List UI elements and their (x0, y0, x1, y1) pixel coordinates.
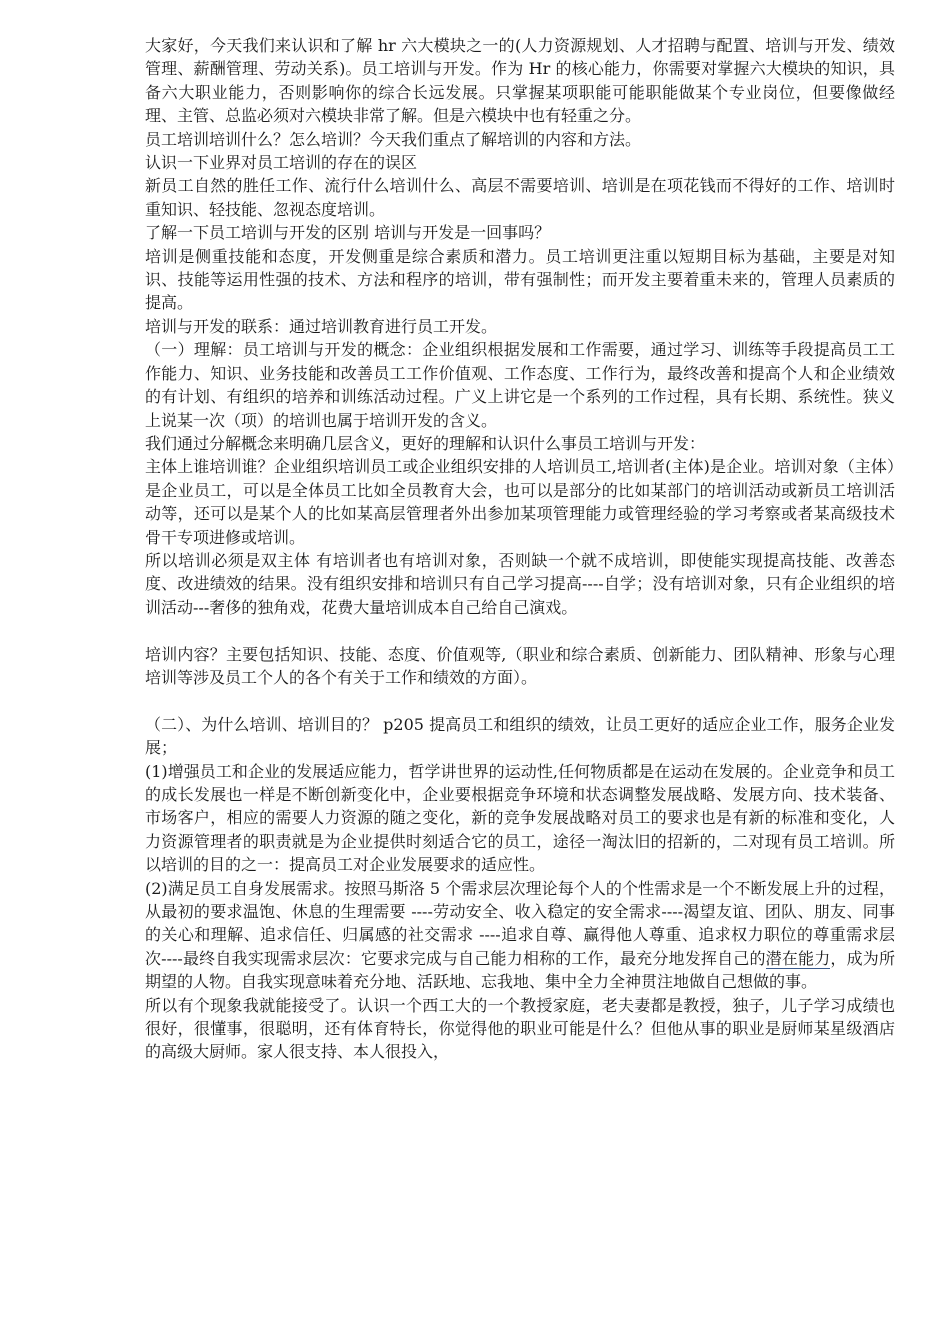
paragraph-question: 员工培训培训什么？怎么培训？今天我们重点了解培训的内容和方法。 (145, 129, 642, 149)
paragraph-misconception-heading: 认识一下业界对员工培训的存在的误区 (145, 153, 418, 173)
paragraph-relation: 培训与开发的联系：通过培训教育进行员工开发。 (145, 316, 498, 336)
paragraph-purpose-heading: （二）、为什么培训、培训目的？ p205 提高员工和组织的绩效，让员工更好的适应企业工作，服务企业发展； (145, 714, 895, 758)
paragraph-content: 培训内容？主要包括知识、技能、态度、价值观等,（职业和综合素质、创新能力、团队精神、形象与心理培训等涉及员工个人的各个有关于工作和绩效的方面）。 (145, 644, 895, 687)
paragraph-purpose-2 (145, 877, 895, 994)
potential-ability-link[interactable]: 潜在能力 (765, 948, 831, 968)
purpose-2-after: ，成为所期望的人物。自我实现意味着充分地、活跃地、忘我地、集中全力全神贯注地做自己想做的事。 (145, 948, 895, 992)
paragraph-difference-heading: 了解一下员工培训与开发的区别 培训与开发是一回事吗？ (145, 223, 551, 243)
paragraph-dual-subject: 所以培训必须是双主体 有培训者也有培训对象，否则缺一个就不成培训，即使能实现提高技能、改善态度、改进绩效的结果。没有组织安排和培训只有自己学习提高----自学；没有培训对象，只有企业组织的培训活动---奢侈的独角戏，花费大量培训成本自己给自己演戏。 (145, 550, 895, 617)
document-page (145, 34, 895, 1064)
paragraph-difference: 培训是侧重技能和态度，开发侧重是综合素质和潜力。员工培训更注重以短期目标为基础，主要是对知识、技能等运用性强的技术、方法和程序的培训，带有强制性；而开发主要着重未来的，管理人员素质的提高。 (145, 246, 895, 313)
paragraph-subject: 主体上谁培训谁？企业组织培训员工或企业组织安排的人培训员工,培训者(主体)是企业。培训对象（主体）是企业员工，可以是全体员工比如全员教育大会，也可以是部分的比如某部门的培训活动或新员工培训活动等，还可以是某个人的比如某高层管理者外出参加某项管理能力或管理经验的学习考察或者某高级技术骨干专项进修或培训。 (145, 457, 895, 547)
paragraph-intro: 大家好，今天我们来认识和了解 hr 六大模块之一的(人力资源规划、人才招聘与配置、培训与开发、绩效管理、薪酬管理、劳动关系)。员工培训与开发。作为 Hr 的核心能力，你需要对掌握六大模块的知识，具备六大职业能力，否则影响你的综合长远发展。只掌握某项职能可能职能做某个专业岗位，但要像做经理、主管、总监必须对六模块非常了解。但是六模块中也有轻重之分。 (145, 36, 895, 126)
paragraph-decompose: 我们通过分解概念来明确几层含义，更好的理解和认识什么事员工培训与开发： (145, 433, 706, 453)
paragraph-concept: （一）理解：员工培训与开发的概念：企业组织根据发展和工作需要，通过学习、训练等手段提高员工工作能力、知识、业务技能和改善员工工作价值观、工作态度、工作行为，最终改善和提高个人和企业绩效的有计划、有组织的培养和训练活动过程。广义上讲它是一个系列的工作过程，具有长期、系统性。狭义上说某一次（项）的培训也属于培训开发的含义。 (145, 340, 895, 430)
paragraph-example: 所以有个现象我就能接受了。认识一个西工大的一个教授家庭，老夫妻都是教授，独子，儿子学习成绩也很好，很懂事，很聪明，还有体育特长，你觉得他的职业可能是什么？但他从事的职业是厨师某星级酒店的高级大厨师。家人很支持、本人很投入， (145, 995, 895, 1062)
blank-line (145, 689, 895, 712)
paragraph-purpose-1: (1)增强员工和企业的发展适应能力，哲学讲世界的运动性,任何物质都是在运动在发展的。企业竞争和员工的成长发展也一样是不断创新变化中，企业要根据竞争环境和状态调整发展战略、发展方向、技术装备、市场客户，相应的需要人力资源的随之变化，新的竞争发展战略对员工的要求也是有新的标准和变化，人力资源管理者的职责就是为企业提供时刻适合它的员工，途径一淘汰旧的招新的，二对现有员工培训。所以培训的目的之一：提高员工对企业发展要求的适应性。 (145, 761, 895, 875)
paragraph-misconceptions: 新员工自然的胜任工作、流行什么培训什么、高层不需要培训、培训是在项花钱而不得好的工作、培训时重知识、轻技能、忽视态度培训。 (145, 176, 895, 219)
purpose-2-before: (2)满足员工自身发展需求。按照马斯洛 5 个需求层次理论每个人的个性需求是一个不断发展上升的过程，从最初的要求温饱、休息的生理需要 ----劳动安全、收入稳定的安全需求----渴望友谊、团队、朋友、同事的关心和理解、追求信任、归属感的社交需求 ----追求自尊、赢得他人尊重、追求权力职位的尊重需求层次----最终自我实现需求层次：它要求完成与自己能力相称的工作，最充分地发挥自己的 (145, 878, 895, 968)
blank-line (145, 619, 895, 642)
